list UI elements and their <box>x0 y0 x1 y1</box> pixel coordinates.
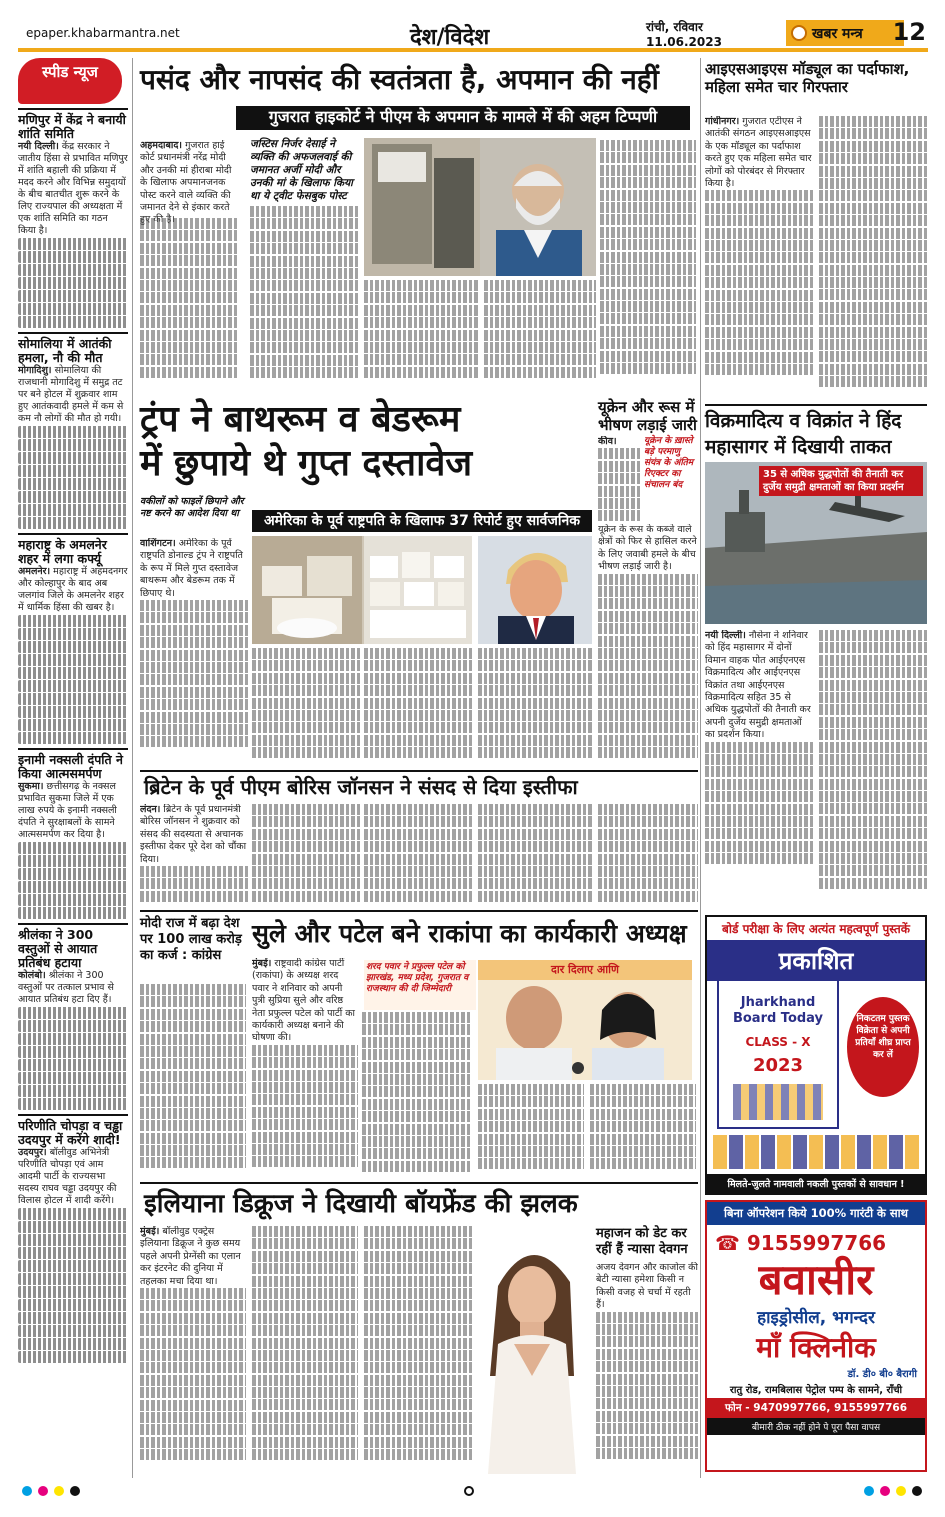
story4-photo <box>478 960 692 1080</box>
story1-text: गुजरात हाई कोर्ट प्रधानमंत्री नरेंद्र मोदी और उनकी मां हीराबा मोदी के खिलाफ अपमानजनक पोस्ट करने वाले व्यक्ति की जमानत देने से इंकार करते <box>140 140 232 214</box>
story3-col5 <box>598 804 698 904</box>
cyan-mark <box>864 1486 874 1496</box>
story4-col3 <box>478 1084 584 1178</box>
left-item-head: श्रीलंका ने 300 वस्तुओं से आयात प्रतिबंध हटाया <box>18 923 128 970</box>
left-item-lead: नयी दिल्ली। <box>18 141 59 152</box>
story3-col4 <box>478 804 592 904</box>
city-day: रांची, रविवार <box>646 20 703 34</box>
brand-name: खबर मन्त्र <box>812 26 863 42</box>
ad2-phone <box>707 1225 925 1255</box>
ukraine-lead: कीव। <box>598 436 617 447</box>
story1-filler <box>140 218 238 388</box>
isis-headline[interactable]: आइएसआइएस मॉड्यूल का पर्दाफाश, महिला समेत चार गिरफ्तार <box>705 60 910 96</box>
page-header <box>18 18 928 52</box>
ad2-doctor: डॉ. डी० बी० बैरागी <box>847 1369 917 1380</box>
story4-col2 <box>362 1012 472 1178</box>
date: 11.06.2023 <box>646 35 722 49</box>
navy-headline-line1: विक्रमादित्य व विक्रांत ने हिंद <box>705 410 902 432</box>
ad2-sub: हाइड्रोसील, भगन्दर <box>757 1308 875 1328</box>
left-item-head: सोमालिया में आतंकी हमला, नौ की मौत <box>18 332 128 365</box>
left-item-text: महाराष्ट्र में अहमदनगर और कोल्हापुर के बाद अब जलगांव जिले के अमलनेर शहर में धार्मिक हिंसा की खबर है। <box>18 566 128 613</box>
black-mark <box>912 1486 922 1496</box>
left-item-text: सोमालिया की राजधानी मोगादिशु में समुद्र तट पर बने होटल में शुक्रवार शाम हुए आतंकवादी हमले में कम से कम नौ लोगों की मौत हो गयी। <box>18 365 124 424</box>
left-item <box>18 332 128 529</box>
ad1-top: बोर्ड परीक्षा के लिए अत्यंत महत्वपूर्ण पुस्तकें <box>707 917 925 940</box>
story1-col5 <box>600 140 696 390</box>
left-item-text: श्रीलंका ने 300 वस्तुओं पर तत्काल प्रभाव से आयात प्रतिबंध हटा दिए हैं। <box>18 970 114 1005</box>
left-item-text: बॉलीवुड अभिनेत्री परिणीति चोपड़ा एवं आम आदमी पार्टी के राज्यसभा सदस्य राघव चड्ढा उदयपुर की विलास होटल में शादी करेंगे। <box>18 1147 117 1206</box>
column-rule <box>132 58 133 1478</box>
story2-boxes-photo <box>252 536 472 644</box>
ukraine-text-block <box>598 524 698 764</box>
navy-body <box>705 630 813 908</box>
ukraine-text: यूक्रेन के रूस के कब्जे वाले क्षेत्रों को फिर से हासिल करने के लिए जवाबी हमले के बीच भीषण लड़ाई जारी है। <box>598 524 697 573</box>
story1-subhead: गुजरात हाइकोर्ट ने पीएम के अपमान के मामले में की अहम टिप्पणी <box>236 106 690 130</box>
story2-trump-photo <box>478 536 592 644</box>
story2-col4 <box>478 648 592 766</box>
story1-col2 <box>250 206 358 388</box>
story5-side-head[interactable]: महाजन को डेट कर रहीं हैं न्यासा देवगन <box>596 1226 688 1257</box>
divider <box>140 770 698 772</box>
story4-text: राष्ट्रवादी कांग्रेस पार्टी (राकांपा) के अध्यक्ष शरद पवार ने शनिवार को अपनी पुत्री सुप्रिया सुले और वरिष्ठ नेता प्रफुल्ल पटेल को पार्टी का कार्यकारी अध्यक्ष बनाने की घोषणा की। <box>252 958 355 1044</box>
ukraine-box: यूक्रेन के ख़ास्ते बड़े परमाणु संयंत्र के अंतिम रिएक्टर का संचालन बंद <box>644 436 694 490</box>
ad2-title: बवासीर <box>758 1255 874 1304</box>
ad2-clinic: माँ क्लिनीक <box>756 1331 876 1364</box>
left-item <box>18 108 128 328</box>
story5-text: बॉलीवुड एक्ट्रेस इलियाना डिक्रूज ने कुछ समय पहले अपनी प्रेग्नेंसी का एलान कर इंटरनेट की दुनिया में तहलका मचा दिया था। <box>140 1226 241 1287</box>
left-item <box>18 923 128 1110</box>
registration-icon <box>464 1486 474 1496</box>
story4-box: शरद पवार ने प्रफुल्ल पटेल को झारखंड, मध्य प्रदेश, गुजरात व राजस्थान की दी जिम्मेदारी <box>364 960 476 1010</box>
ad2-address: रातु रोड, रामबिलास पेट्रोल पम्प के सामने, राँची <box>707 1380 925 1398</box>
story5-col3 <box>364 1226 474 1474</box>
ad2-phone-number: 9155997766 <box>746 1231 887 1255</box>
story3-col2 <box>252 804 360 904</box>
story4-body <box>252 958 358 1178</box>
page-number: 12 <box>892 18 926 46</box>
left-item-lead: कोलंबो। <box>18 970 46 981</box>
story2-headline-line1: ट्रंप ने बाथरूम व बेडरूम <box>140 399 461 440</box>
story1-lead: अहमदाबाद। <box>140 140 183 151</box>
navy-headline[interactable] <box>705 408 927 460</box>
story3-headline[interactable]: ब्रिटेन के पूर्व पीएम बोरिस जॉनसन ने संसद से दिया इस्तीफा <box>144 775 578 799</box>
left-item-head: महाराष्ट्र के अमलनेर शहर में लगा कर्फ्यू <box>18 533 128 566</box>
print-marks <box>18 1484 928 1500</box>
story3-col3 <box>364 804 474 904</box>
story5-body <box>140 1226 246 1474</box>
story2-text: अमेरिका के पूर्व राष्ट्रपति डोनाल्ड ट्रंप ने राष्ट्रपति के रूप में मिले गुप्त दस्तावेज बाथरूम और बेडरूम तक में छिपाए थे। <box>140 538 243 599</box>
ad2-phones: फोन - 9470997766, 9155997766 <box>707 1398 925 1418</box>
ad1-year: 2023 <box>752 1055 804 1076</box>
ukraine-body <box>598 436 642 522</box>
left-item-head: मणिपुर में केंद्र ने बनायी शांति समिति <box>18 108 128 141</box>
isis-text: गुजरात एटीएस ने आतंकी संगठन आइएसआइएस के एक मॉड्यूल का पर्दाफाश करते हुए एक महिला समेत चार लोगों को पोरबंदर से गिरफ्तार किया है। <box>705 116 812 190</box>
story4-kicker-head[interactable]: मोदी राज में बढ़ा देश पर 100 लाख करोड़ का कर्ज : कांग्रेस <box>140 916 242 963</box>
story4-kicker-body <box>140 984 246 1180</box>
story5-col2 <box>252 1226 358 1474</box>
yellow-mark <box>54 1486 64 1496</box>
story3-lead: लंदन। <box>140 804 161 815</box>
story3-body <box>140 804 248 904</box>
left-item <box>18 748 128 919</box>
left-item <box>18 533 128 744</box>
story2-headline[interactable] <box>140 398 590 486</box>
isis-col2 <box>819 116 927 402</box>
yellow-mark <box>896 1486 906 1496</box>
ad2-footer: बीमारी ठीक नहीं होने पे पूरा पैसा वापस <box>707 1418 925 1435</box>
ad1-book-cover <box>717 979 839 1129</box>
brand-logo-icon <box>791 25 807 41</box>
navy-col2 <box>819 630 927 908</box>
story5-side-body <box>596 1262 698 1474</box>
story1-col3 <box>364 280 478 388</box>
book-advertisement[interactable] <box>705 915 927 1195</box>
left-item-head: परिणीति चोपड़ा व चड्ढा उदयपुर में करेंगे शादी! <box>18 1114 128 1147</box>
navy-photo <box>705 462 927 624</box>
column-rule <box>700 58 701 1478</box>
left-item-text: केंद्र सरकार ने जातीय हिंसा से प्रभावित मणिपुर में शांति बहाली की प्रक्रिया में मदद करने और विभिन्न समुदायों के बीच बातचीत शुरू करने के लिए राज्यपाल की अध्यक्षता में एक शांति समिति का गठन किया है। <box>18 141 128 236</box>
phone-icon: ☎ <box>715 1231 740 1255</box>
left-item-lead: उदयपुर। <box>18 1147 47 1158</box>
site-url[interactable]: epaper.khabarmantra.net <box>26 26 180 40</box>
story5-side-text: अजय देवगन और काजोल की बेटी न्यासा हमेशा किसी न किसी वजह से चर्चा में रहती हैं। <box>596 1262 698 1311</box>
story4-lead: मुंबई। <box>252 958 272 969</box>
left-item-lead: अमलनेर। <box>18 566 51 577</box>
divider <box>140 1182 698 1184</box>
story2-lead: वाशिंगटन। <box>140 538 176 549</box>
ad2-top: बिना ऑपरेशन किये 100% गारंटी के साथ <box>707 1202 925 1225</box>
magenta-mark <box>880 1486 890 1496</box>
story4-banner: दार दिलाए आणि <box>551 963 619 976</box>
section-title: देश/विदेश <box>410 25 490 50</box>
divider <box>140 910 698 912</box>
story1-photo <box>364 138 596 276</box>
isis-lead: गांधीनगर। <box>705 116 740 127</box>
story3-text: ब्रिटेन के पूर्व प्रधानमंत्री बोरिस जॉनसन ने शुक्रवार को संसद की सदस्यता से अचानक इस्तीफा देकर पूरे देश को चौंका दिया। <box>140 804 247 865</box>
story4-col4 <box>590 1084 696 1178</box>
story2-col3 <box>364 648 474 766</box>
speed-news-badge: स्पीड न्यूज <box>18 58 122 104</box>
story1-quote: जस्टिस निर्जर देसाई ने व्यक्ति की अफजलवाई की जमानत अर्जी मोदी और उनकी मां के खिलाफ किया था ये ट्वीट फेसबुक पोस्ट <box>250 138 353 202</box>
ad1-book-title: Jharkhand Board Today <box>732 995 824 1026</box>
ad1-stamp: निकटतम पुस्तक विक्रेता से अपनी प्रतियाँ शीघ्र प्राप्त कर लें <box>847 997 919 1097</box>
left-item-lead: मोगादिशु। <box>18 365 52 376</box>
ukraine-headline[interactable]: यूक्रेन और रूस में भीषण लड़ाई जारी <box>598 398 697 434</box>
magenta-mark <box>38 1486 48 1496</box>
left-item-text: छत्तीसगढ़ के नक्सल प्रभावित सुकमा जिले में एक लाख रुपये के इनामी नक्सली दंपति ने सुरक्षाबलों के सामने आत्मसमर्पण कर दिया है। <box>18 781 117 840</box>
speed-news-column <box>18 58 128 1478</box>
isis-body <box>705 116 813 402</box>
story2-subhead: अमेरिका के पूर्व राष्ट्रपति के खिलाफ 37 रिपोर्ट हुए सार्वजनिक <box>252 510 592 532</box>
navy-caption: 35 से अधिक युद्धपोतों की तैनाती कर दुर्जेय समुद्री क्षमताओं का किया प्रदर्शन <box>759 466 923 496</box>
dateline <box>646 20 722 50</box>
ad1-class: CLASS - X <box>745 1035 811 1049</box>
story2-col2 <box>252 648 360 766</box>
story5-photo <box>474 1226 590 1474</box>
story5-lead: मुंबई। <box>140 1226 160 1237</box>
ad1-warning: मिलते-जुलते नामवाली नकली पुस्तकों से सावधान ! <box>707 1174 925 1193</box>
left-item-head: इनामी नक्सली दंपति ने किया आत्मसमर्पण <box>18 748 128 781</box>
left-item <box>18 1114 128 1363</box>
navy-headline-line2: महासागर में दिखायी ताकत <box>705 436 892 458</box>
divider <box>705 404 927 406</box>
story2-headline-line2: में छुपाये थे गुप्त दस्तावेज <box>140 443 473 484</box>
ad1-book-strip <box>713 1135 919 1169</box>
ad1-brand: प्रकाशित <box>707 940 925 981</box>
clinic-advertisement[interactable] <box>705 1200 927 1472</box>
left-item-lead: सुकमा। <box>18 781 44 792</box>
story4-headline[interactable]: सुले और पटेल बने राकांपा का कार्यकारी अध्यक्ष <box>252 919 687 948</box>
story2-kicker: वकीलों को फाइलें छिपाने और नष्ट करने का आदेश दिया था <box>140 496 244 519</box>
story1-col4 <box>484 280 596 388</box>
brand-badge <box>786 20 904 46</box>
cyan-mark <box>22 1486 32 1496</box>
navy-text: नौसेना ने शनिवार को हिंद महासागर में दोनों विमान वाहक पोत आईएनएस विक्रमादित्य और आईएनएस विक्रांत तथा आईएनएस विक्रमादित्य सहित 35 से अधिक युद्धपोतों की तैनाती कर अपनी दुर्जेय समुद्री क्षमताओं का प्रदर्शन किया। <box>705 630 811 741</box>
story2-filler <box>140 600 248 760</box>
navy-lead: नयी दिल्ली। <box>705 630 746 641</box>
black-mark <box>70 1486 80 1496</box>
story1-headline[interactable]: पसंद और नापसंद की स्वतंत्रता है, अपमान की नहीं <box>140 63 659 96</box>
story5-headline[interactable]: इलियाना डिक्रूज ने दिखायी बॉयफ्रेंड की झलक <box>144 1189 578 1219</box>
